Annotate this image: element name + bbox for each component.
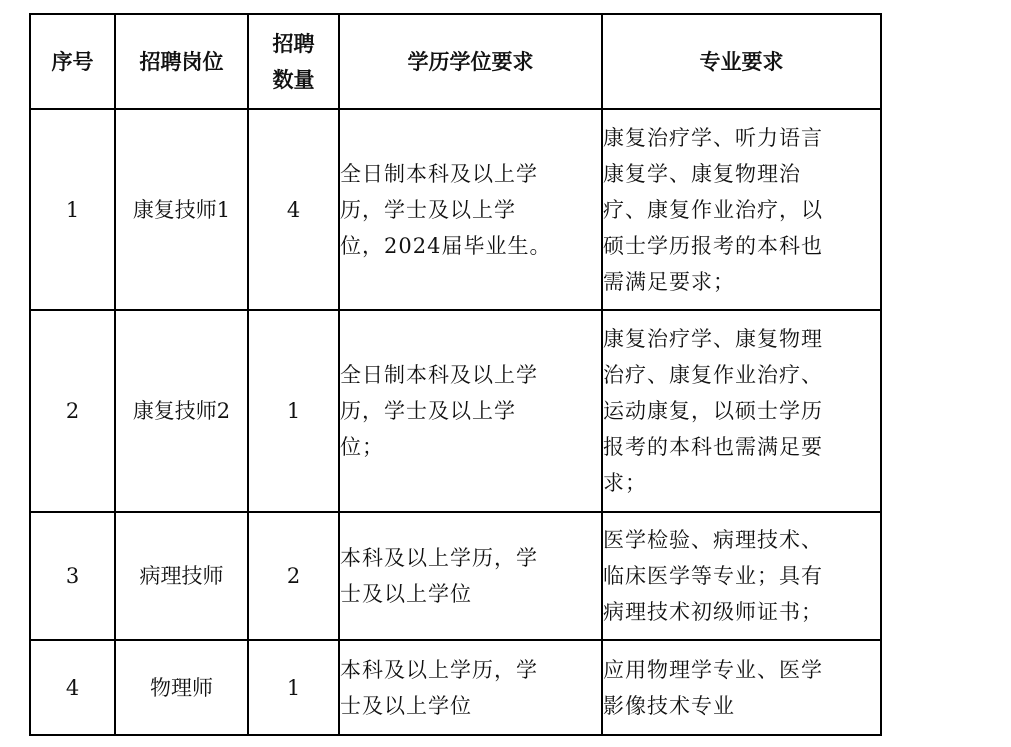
education-line: 历，学士及以上学 xyxy=(340,197,516,222)
cell-count: 4 xyxy=(248,109,339,310)
header-seq: 序号 xyxy=(30,14,115,109)
major-line: 康复治疗学、康复物理 xyxy=(603,327,823,351)
major-line: 病理技术初级师证书； xyxy=(603,600,823,624)
education-line: 士及以上学位 xyxy=(340,582,472,606)
cell-education xyxy=(339,109,602,310)
table-row xyxy=(30,512,881,640)
cell-seq: 1 xyxy=(30,109,115,310)
cell-education xyxy=(339,310,602,512)
cell-major xyxy=(602,640,881,735)
header-major: 专业要求 xyxy=(602,14,881,109)
recruitment-table xyxy=(29,13,882,736)
table-row xyxy=(30,109,881,310)
cell-seq: 4 xyxy=(30,640,115,735)
table-row xyxy=(30,310,881,512)
education-line: 本科及以上学历，学 xyxy=(340,546,538,570)
major-line: 康复学、康复物理治 xyxy=(603,161,801,186)
cell-seq: 3 xyxy=(30,512,115,640)
cell-position: 病理技师 xyxy=(115,512,248,640)
education-line: 历，学士及以上学 xyxy=(340,399,516,423)
cell-position: 康复技师2 xyxy=(115,310,248,512)
education-line: 本科及以上学历，学 xyxy=(340,657,538,682)
major-line: 需满足要求； xyxy=(603,269,735,294)
cell-seq: 2 xyxy=(30,310,115,512)
education-line: 全日制本科及以上学 xyxy=(340,363,538,387)
cell-education xyxy=(339,640,602,735)
major-line: 运动康复，以硕士学历 xyxy=(603,399,823,423)
cell-position: 康复技师1 xyxy=(115,109,248,310)
header-education: 学历学位要求 xyxy=(339,14,602,109)
cell-education xyxy=(339,512,602,640)
major-line: 硕士学历报考的本科也 xyxy=(603,233,823,258)
cell-count: 1 xyxy=(248,640,339,735)
cell-count: 1 xyxy=(248,310,339,512)
header-count-line2: 数量 xyxy=(272,67,315,92)
cell-major xyxy=(602,310,881,512)
header-count xyxy=(248,14,339,109)
major-line: 医学检验、病理技术、 xyxy=(603,528,823,552)
education-line: 全日制本科及以上学 xyxy=(340,161,538,186)
education-line: 位； xyxy=(340,435,384,459)
major-line: 康复治疗学、听力语言 xyxy=(603,125,823,150)
header-row xyxy=(30,14,881,109)
major-line: 影像技术专业 xyxy=(603,693,735,718)
cell-position: 物理师 xyxy=(115,640,248,735)
major-line: 疗、康复作业治疗，以 xyxy=(603,197,823,222)
major-line: 应用物理学专业、医学 xyxy=(603,657,823,682)
education-line: 士及以上学位 xyxy=(340,693,472,718)
cell-major xyxy=(602,512,881,640)
header-position: 招聘岗位 xyxy=(115,14,248,109)
major-line: 治疗、康复作业治疗、 xyxy=(603,363,823,387)
major-line: 求； xyxy=(603,471,647,495)
header-count-line1: 招聘 xyxy=(272,31,315,56)
cell-major xyxy=(602,109,881,310)
education-line: 位，2024届毕业生。 xyxy=(340,233,552,258)
major-line: 临床医学等专业；具有 xyxy=(603,564,823,588)
major-line: 报考的本科也需满足要 xyxy=(603,435,823,459)
table-row xyxy=(30,640,881,735)
cell-count: 2 xyxy=(248,512,339,640)
